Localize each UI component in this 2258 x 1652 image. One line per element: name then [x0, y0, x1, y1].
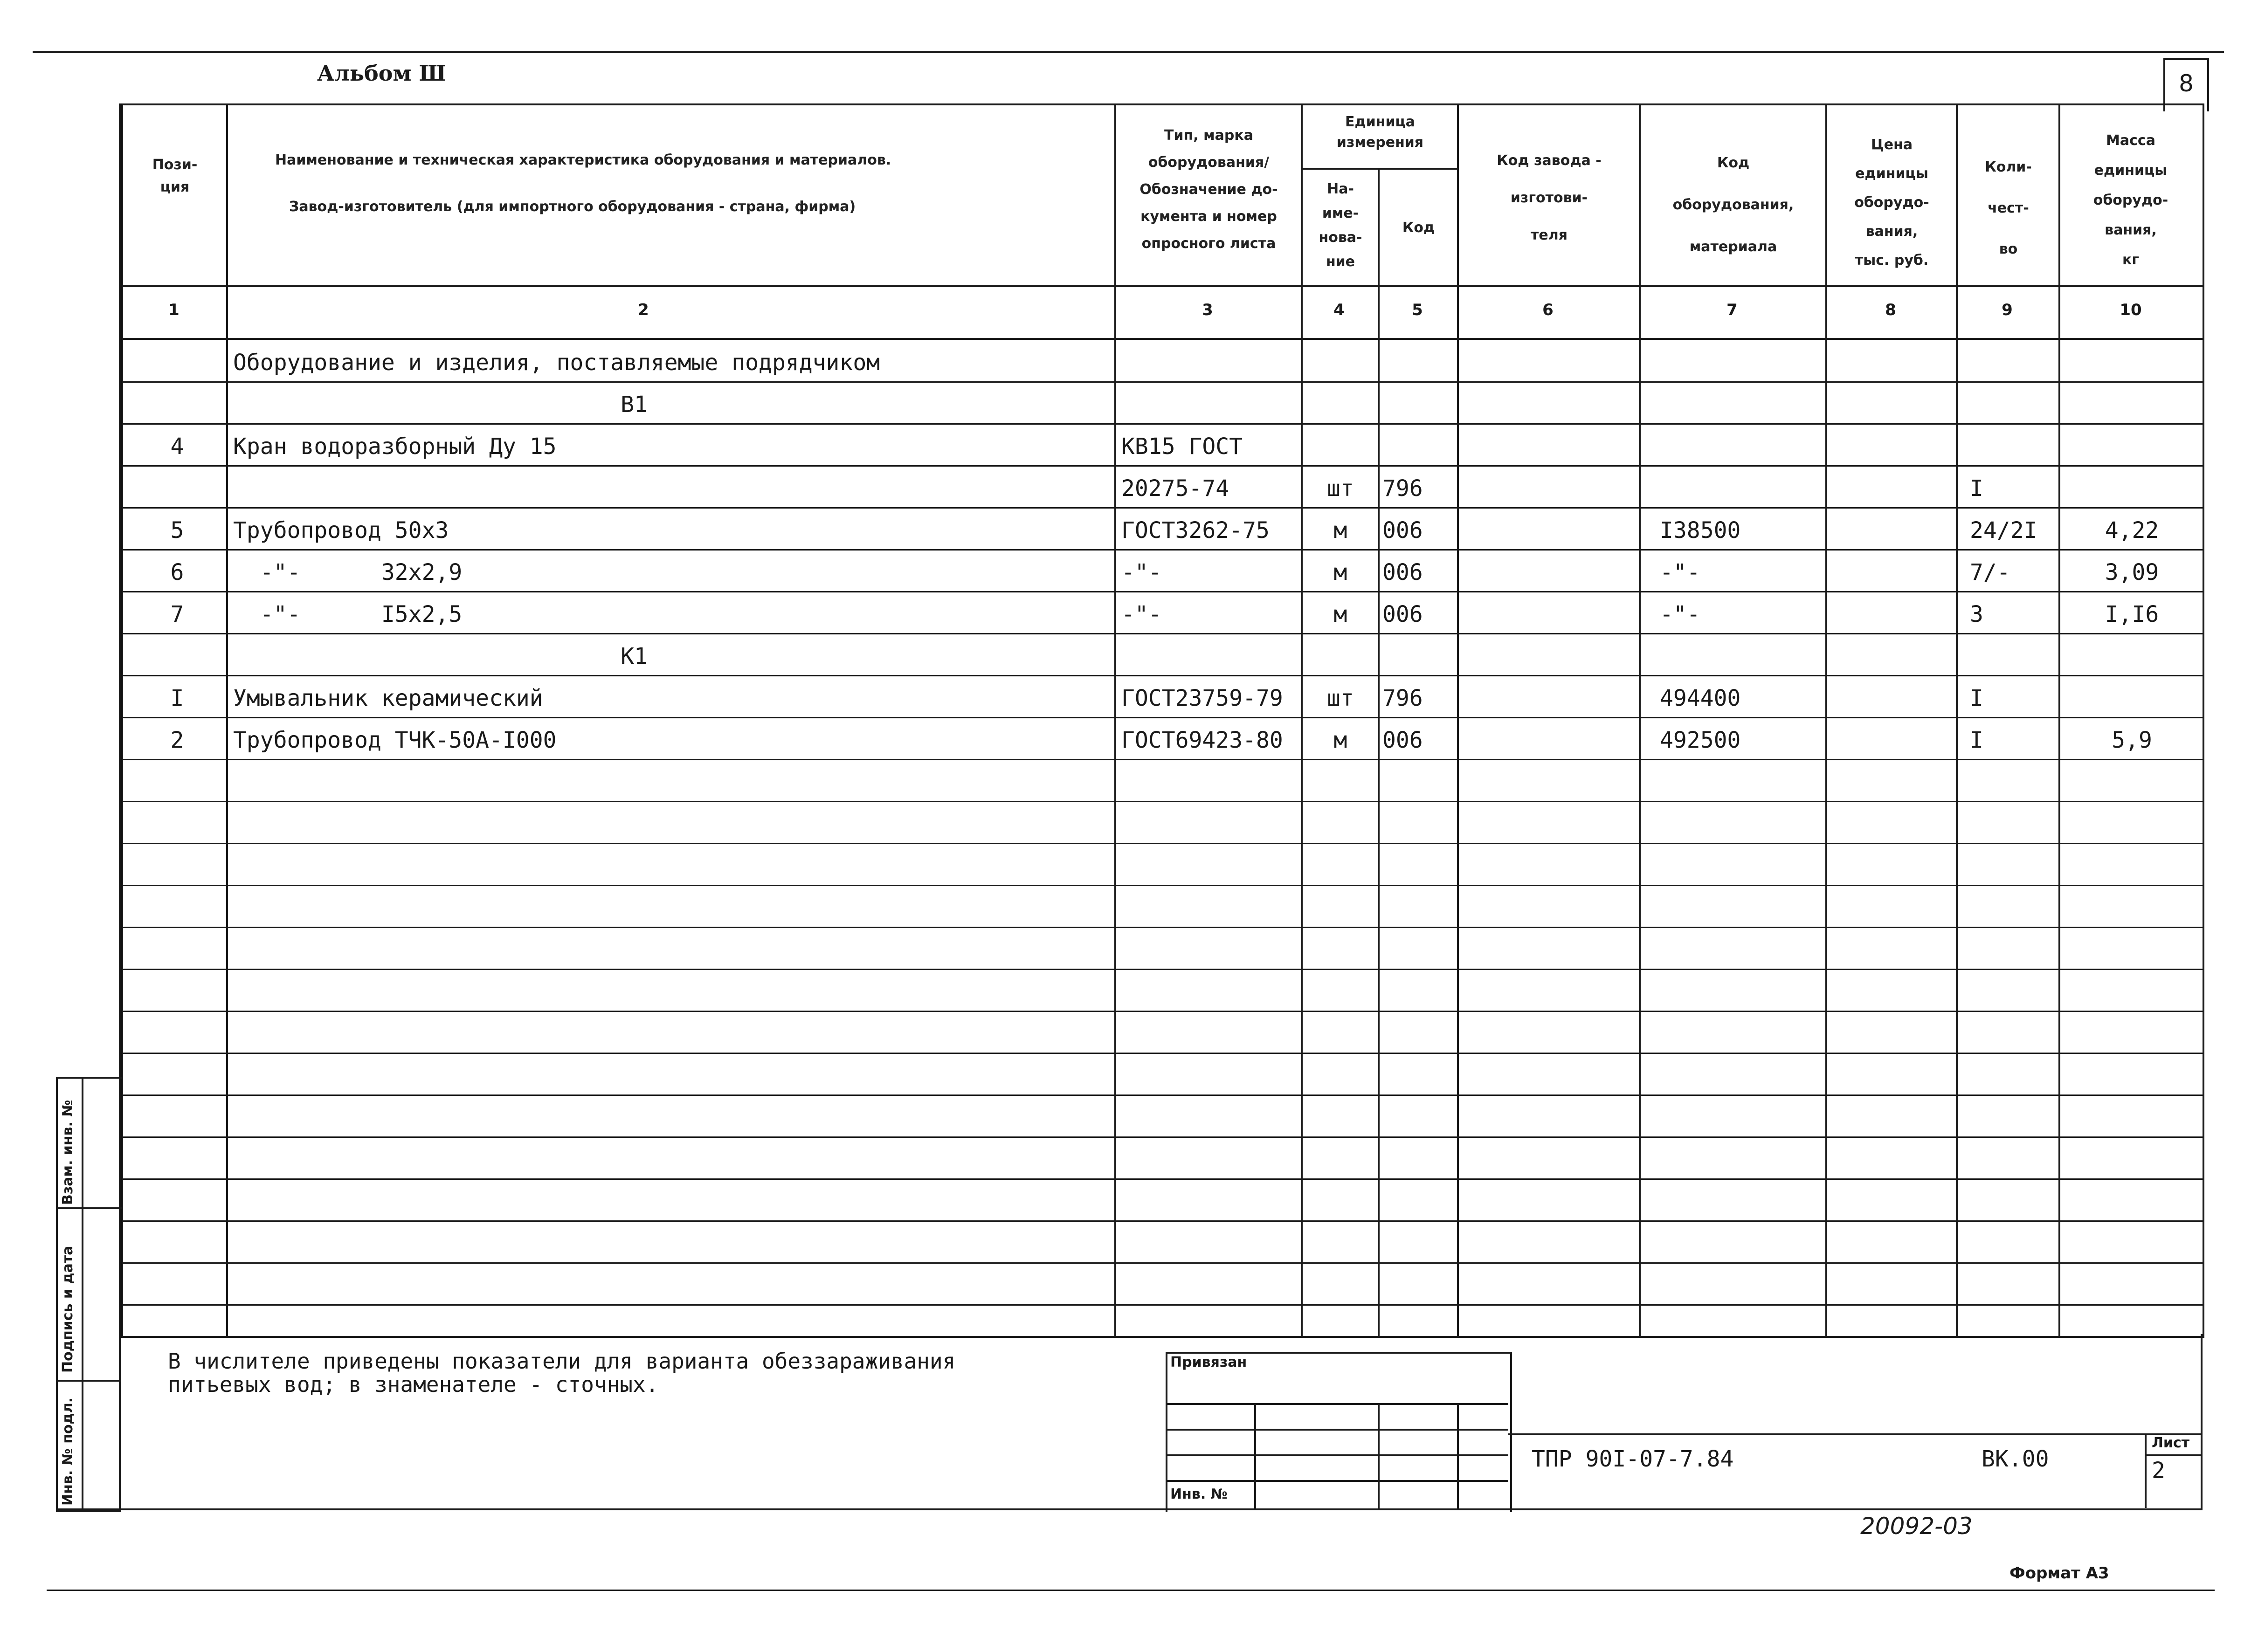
stamp-list-number: 2 — [2152, 1458, 2165, 1484]
cell-pos: I — [170, 685, 184, 711]
cell-mat: 492500 — [1660, 727, 1741, 753]
col-header-factory-code: Код завода - изготови- теля — [1497, 152, 1602, 243]
cell-mat: -"- — [1660, 559, 1700, 585]
side-label-vzam: Взам. инв. № — [60, 1100, 76, 1205]
row-divider — [121, 759, 2203, 760]
colnum-1: 1 — [168, 301, 180, 319]
frame-right — [2201, 1334, 2203, 1510]
cell-mass: 5,9 — [2112, 727, 2152, 753]
stamp-vline-1 — [1254, 1403, 1256, 1510]
cell-type: ГОСТ23759-79 — [1121, 685, 1283, 711]
side-stamp-div2 — [56, 1380, 121, 1382]
row-divider — [121, 801, 2203, 802]
stamp-inv-label: Инв. № — [1170, 1486, 1228, 1502]
colnum-6: 6 — [1542, 301, 1554, 319]
cell-pos: 7 — [170, 601, 184, 627]
side-stamp-left-line — [56, 1077, 58, 1510]
cell-mat: -"- — [1660, 601, 1700, 627]
cell-code: 006 — [1382, 601, 1423, 627]
sheet-corner-number: 8 — [2179, 70, 2194, 97]
cell-code: 796 — [1382, 475, 1423, 502]
col-line-7 — [1825, 103, 1827, 1336]
cell-qty: 7/- — [1970, 559, 2010, 585]
note-line-2: питьевых вод; в знаменателе - сточных. — [168, 1372, 659, 1397]
row-divider — [121, 381, 2203, 383]
cell-name: Умывальник керамический — [233, 685, 543, 711]
colnum-bottom-line — [121, 338, 2203, 340]
colnum-7: 7 — [1726, 301, 1738, 319]
cell-unit: м — [1333, 559, 1347, 585]
stamp-list-divider — [2145, 1454, 2201, 1456]
cell-mat: I38500 — [1660, 517, 1741, 544]
col-header-manufacturer: Завод-изготовитель (для импортного оборудования - страна, фирма) — [289, 199, 856, 215]
colnum-9: 9 — [2002, 301, 2013, 319]
row-divider — [121, 633, 2203, 634]
cell-qty: I — [1970, 727, 1983, 753]
side-stamp-bottom — [56, 1510, 121, 1512]
cell-code: 006 — [1382, 727, 1423, 753]
colnum-5: 5 — [1412, 301, 1423, 319]
side-stamp-mid-line — [82, 1077, 83, 1510]
row-divider — [121, 717, 2203, 718]
stamp-doc-number: ТПР 90I-07-7.84 — [1532, 1446, 1734, 1472]
cell-type: -"- — [1121, 559, 1162, 585]
col-header-type: Тип, марка оборудования/ Обозначение до- кумента и номер опросного листа — [1139, 127, 1278, 252]
cell-code: 796 — [1382, 685, 1423, 711]
col-line-3 — [1301, 103, 1303, 1336]
col-header-position: Пози- ция — [152, 157, 198, 195]
note-line-1: В числителе приведены показатели для варианта обеззараживания — [168, 1349, 956, 1374]
binding-strip-line — [119, 103, 121, 1511]
cell-type: ГОСТ3262-75 — [1121, 517, 1270, 544]
col-header-name: Наименование и техническая характеристика оборудования и материалов. — [275, 152, 891, 168]
cell-unit: м — [1333, 601, 1347, 627]
cell-mass: I,I6 — [2105, 601, 2159, 627]
side-label-podpis: Подпись и дата — [60, 1246, 76, 1373]
col-line-4 — [1378, 168, 1380, 1336]
cell-unit: шт — [1327, 475, 1354, 502]
cell-pos: 5 — [170, 517, 184, 544]
cell-type: 20275-74 — [1121, 475, 1229, 502]
stamp-privyazan-label: Привязан — [1170, 1354, 1247, 1370]
cell-pos: 6 — [170, 559, 184, 585]
row-divider — [121, 423, 2203, 425]
cell-code: 006 — [1382, 559, 1423, 585]
cell-type: -"- — [1121, 601, 1162, 627]
colnum-2: 2 — [638, 301, 649, 319]
cell-code: 006 — [1382, 517, 1423, 544]
row-divider — [121, 465, 2203, 467]
cell-qty: I — [1970, 685, 1983, 711]
spec-table-frame — [121, 103, 2204, 1338]
col-header-mass: Масса единицы оборудо- вания, кг — [2093, 132, 2168, 268]
cell-pos: 4 — [170, 434, 184, 460]
col-header-quantity: Коли- чест- во — [1985, 159, 2032, 257]
col-header-unit-name: На- име- нова- ние — [1319, 181, 1362, 270]
header-bottom-line — [121, 285, 2203, 287]
colnum-3: 3 — [1202, 301, 1213, 319]
stamp-doc-code: ВК.00 — [1982, 1446, 2049, 1472]
unit-subheader-line — [1301, 168, 1457, 170]
row-divider — [121, 1178, 2203, 1180]
cell-name: Трубопровод ТЧК-50А-I000 — [233, 727, 557, 753]
handwritten-number: 20092-03 — [1860, 1513, 1973, 1540]
cell-qty: 24/2I — [1970, 517, 2037, 544]
cell-name: Трубопровод 50х3 — [233, 517, 449, 544]
row-divider — [121, 549, 2203, 551]
cell-type: КВ15 ГОСТ — [1121, 434, 1243, 460]
col-header-unit-code: Код — [1402, 220, 1435, 236]
row-divider — [121, 675, 2203, 676]
album-title: Альбом Ш — [317, 61, 446, 86]
row-divider — [121, 1011, 2203, 1012]
stamp-list-label: Лист — [2152, 1435, 2190, 1451]
row-divider — [121, 885, 2203, 886]
cell-name: -"- I5х2,5 — [233, 601, 463, 627]
col-header-price: Цена единицы оборудо- вания, тыс. руб. — [1854, 137, 1929, 268]
row-divider — [121, 591, 2203, 592]
row-divider — [121, 1304, 2203, 1306]
col-line-6 — [1639, 103, 1641, 1336]
top-rule — [33, 51, 2224, 53]
col-header-equipment-code: Код оборудования, материала — [1672, 155, 1794, 255]
side-label-inv: Инв. № подл. — [60, 1397, 76, 1506]
side-stamp-top — [56, 1077, 121, 1079]
col-line-5 — [1457, 103, 1459, 1336]
cell-pos: 2 — [170, 727, 184, 753]
cell-name: -"- 32х2,9 — [233, 559, 463, 585]
bottom-rule — [47, 1590, 2215, 1591]
cell-mat: 494400 — [1660, 685, 1741, 711]
col-header-unit: Единица измерения — [1336, 114, 1424, 151]
side-stamp-div1 — [56, 1207, 121, 1209]
cell-qty: I — [1970, 475, 1983, 502]
stamp-main-top — [1508, 1433, 2201, 1435]
cell-name: К1 — [621, 643, 648, 669]
row-divider — [121, 843, 2203, 844]
colnum-4: 4 — [1333, 301, 1345, 319]
colnum-10: 10 — [2120, 301, 2142, 319]
row-divider — [121, 1094, 2203, 1096]
stamp-vline-3 — [1457, 1403, 1459, 1510]
col-line-1 — [226, 103, 228, 1336]
stamp-vline-2 — [1378, 1403, 1380, 1510]
frame-bottom — [56, 1508, 2203, 1510]
row-divider — [121, 1136, 2203, 1138]
row-divider — [121, 1220, 2203, 1222]
format-label: Формат А3 — [2009, 1564, 2109, 1583]
cell-qty: 3 — [1970, 601, 1983, 627]
row-divider — [121, 927, 2203, 928]
cell-name: Кран водоразборный Ду 15 — [233, 434, 557, 460]
cell-name: В1 — [621, 392, 648, 418]
cell-type: ГОСТ69423-80 — [1121, 727, 1283, 753]
cell-unit: м — [1333, 727, 1347, 753]
cell-mass: 4,22 — [2105, 517, 2159, 544]
col-line-2 — [1114, 103, 1116, 1336]
cell-unit: шт — [1327, 685, 1354, 711]
row-divider — [121, 507, 2203, 509]
cell-name: Оборудование и изделия, поставляемые подрядчиком — [233, 350, 880, 376]
cell-unit: м — [1333, 517, 1347, 544]
col-line-9 — [2058, 103, 2060, 1336]
row-divider — [121, 1262, 2203, 1264]
colnum-8: 8 — [1885, 301, 1896, 319]
col-line-8 — [1956, 103, 1958, 1336]
row-divider — [121, 1053, 2203, 1054]
row-divider — [121, 969, 2203, 970]
cell-mass: 3,09 — [2105, 559, 2159, 585]
